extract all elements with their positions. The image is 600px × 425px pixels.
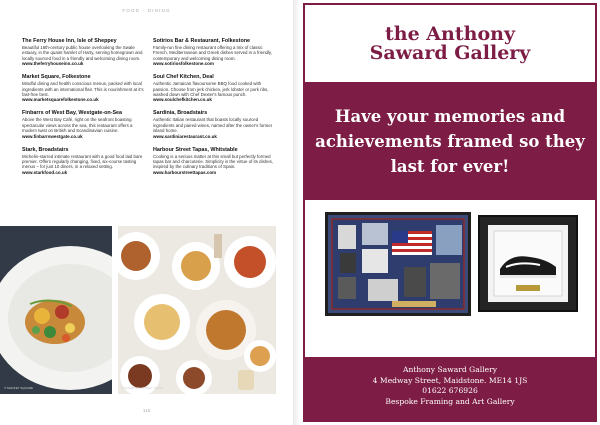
running-head: FOOD · DINING (122, 8, 171, 13)
listing-title: The Ferry House Inn, Isle of Sheppey (22, 38, 117, 44)
listing-entry (153, 110, 277, 139)
listing-description: Cooking is a serious matter at this small but perfectly formed tapas bar and charcuterie. Simplicity is the virtue of its dishes, inspired by the culinary traditions of Spain. (153, 153, 274, 170)
advert-headline: Have your memories and achievements framed so they last for ever! (315, 106, 585, 176)
gallery-contact-address: 4 Medway Street, Maidstone. ME14 1JS (372, 375, 528, 385)
page-number: 116 (142, 408, 151, 413)
tapas-spread-photo (118, 226, 276, 394)
gallery-contact-tagline: Bespoke Framing and Art Gallery (385, 396, 515, 406)
listing-description: Mindful dining and health conscious menus, packed with local ingredients with an international flair. This is nourishment at it's fast-free best. (22, 81, 144, 98)
listing-description: Michelin-starred intimate restaurant with a good food laid bare premier. Offers regularly changing, fixed, six-course tasting menus – for just 10 diners, in a relaxed setting. (22, 153, 143, 170)
left-magazine-page (0, 0, 293, 425)
listing-url: www.sardiniarestaurant.co.uk (153, 133, 217, 139)
gallery-logo-line-1: the Anthony (385, 23, 515, 45)
listing-entry (22, 74, 146, 103)
photo-credit: © HARBOUR STREET TAPAS (122, 386, 163, 390)
listing-url: www.finbarrswestgate.co.uk (22, 133, 83, 139)
advert-border (303, 3, 597, 422)
listing-url: www.theferryhouseinn.co.uk (22, 61, 84, 67)
photo-credit: © MARKET SQUARE (4, 386, 33, 390)
plated-dish-photo (0, 226, 112, 394)
listing-description: Authentic Italian restaurant that boasts locally sourced ingredients and paired wines, named after the owner's former island home. (153, 117, 273, 134)
listing-url: www.starkfood.co.uk (22, 169, 68, 175)
gallery-contact-phone: 01622 676926 (422, 386, 478, 395)
gallery-logo-line-2: Saward Gallery (369, 42, 531, 64)
usa-flag-icon (392, 231, 432, 255)
listing-description: Above the West Bay Café, right on the seafront boasting spectacular views across the sea, this restaurant offers a modern twist on British and Scandinavian cuisine. (22, 117, 133, 134)
listing-entry (22, 38, 146, 67)
listing-title: Stark, Broadstairs (22, 146, 69, 153)
listing-column-1 (22, 38, 146, 183)
listing-title: Sardinia, Broadstairs (153, 110, 208, 117)
listing-url: www.harbourstreettapas.com (153, 169, 217, 175)
listing-url: www.marketsquarefolkestone.co.uk (22, 97, 99, 103)
listing-entry (153, 147, 277, 176)
listing-description: Family-run fine dining restaurant offering a mix of classic French, Mediterranean and Greek dishes served in a friendly, contemporary and welcoming dining room. (153, 45, 273, 61)
listing-entry (22, 110, 146, 139)
listing-title: Market Square, Folkestone (22, 74, 91, 81)
listing-description: Authentic Jamaican flavoursome BBQ food cooked with passion. Choose from jerk chicken, jerk lobster or pork ribs, washed down with Chef Dexter's famous punch. (153, 81, 269, 98)
gallery-advert-page (300, 0, 600, 425)
listing-title: Finbarrs of West Bay, Westgate-on-Sea (22, 110, 123, 117)
framed-boot-illustration (480, 217, 576, 310)
listing-entry (153, 74, 277, 103)
listing-url: www.sotiriosfolkestone.com (153, 61, 214, 67)
headline-band (305, 82, 595, 200)
listing-title: Harbour Street Tapas, Whitstable (153, 146, 238, 153)
gallery-contact-name: Anthony Saward Gallery (402, 365, 497, 374)
plated-dish-illustration (0, 226, 112, 394)
framed-football-boot-photo (478, 215, 578, 312)
listing-column-2 (153, 38, 277, 183)
gallery-logo (305, 25, 595, 63)
listing-title: Soul Chef Kitchen, Deal (153, 74, 214, 81)
framed-memorabilia-photo (325, 212, 471, 316)
page-gutter (293, 0, 300, 425)
listing-description: Beautiful 16th-century public house overlooking the Swale estuary, in the quaint hamlet of Harty, serving homegrown and locally sourced food in a friendly and welcoming dining room. (22, 45, 143, 61)
gallery-contact-band (305, 357, 595, 420)
tapas-spread-illustration (118, 226, 276, 394)
listing-entry (22, 147, 146, 176)
framed-memorabilia-illustration (328, 215, 468, 313)
listing-url: www.soulchefkitchen.co.uk (153, 97, 212, 103)
listing-title: Sotirios Bar & Restaurant, Folkestone (153, 38, 251, 44)
listing-entry (153, 38, 277, 67)
